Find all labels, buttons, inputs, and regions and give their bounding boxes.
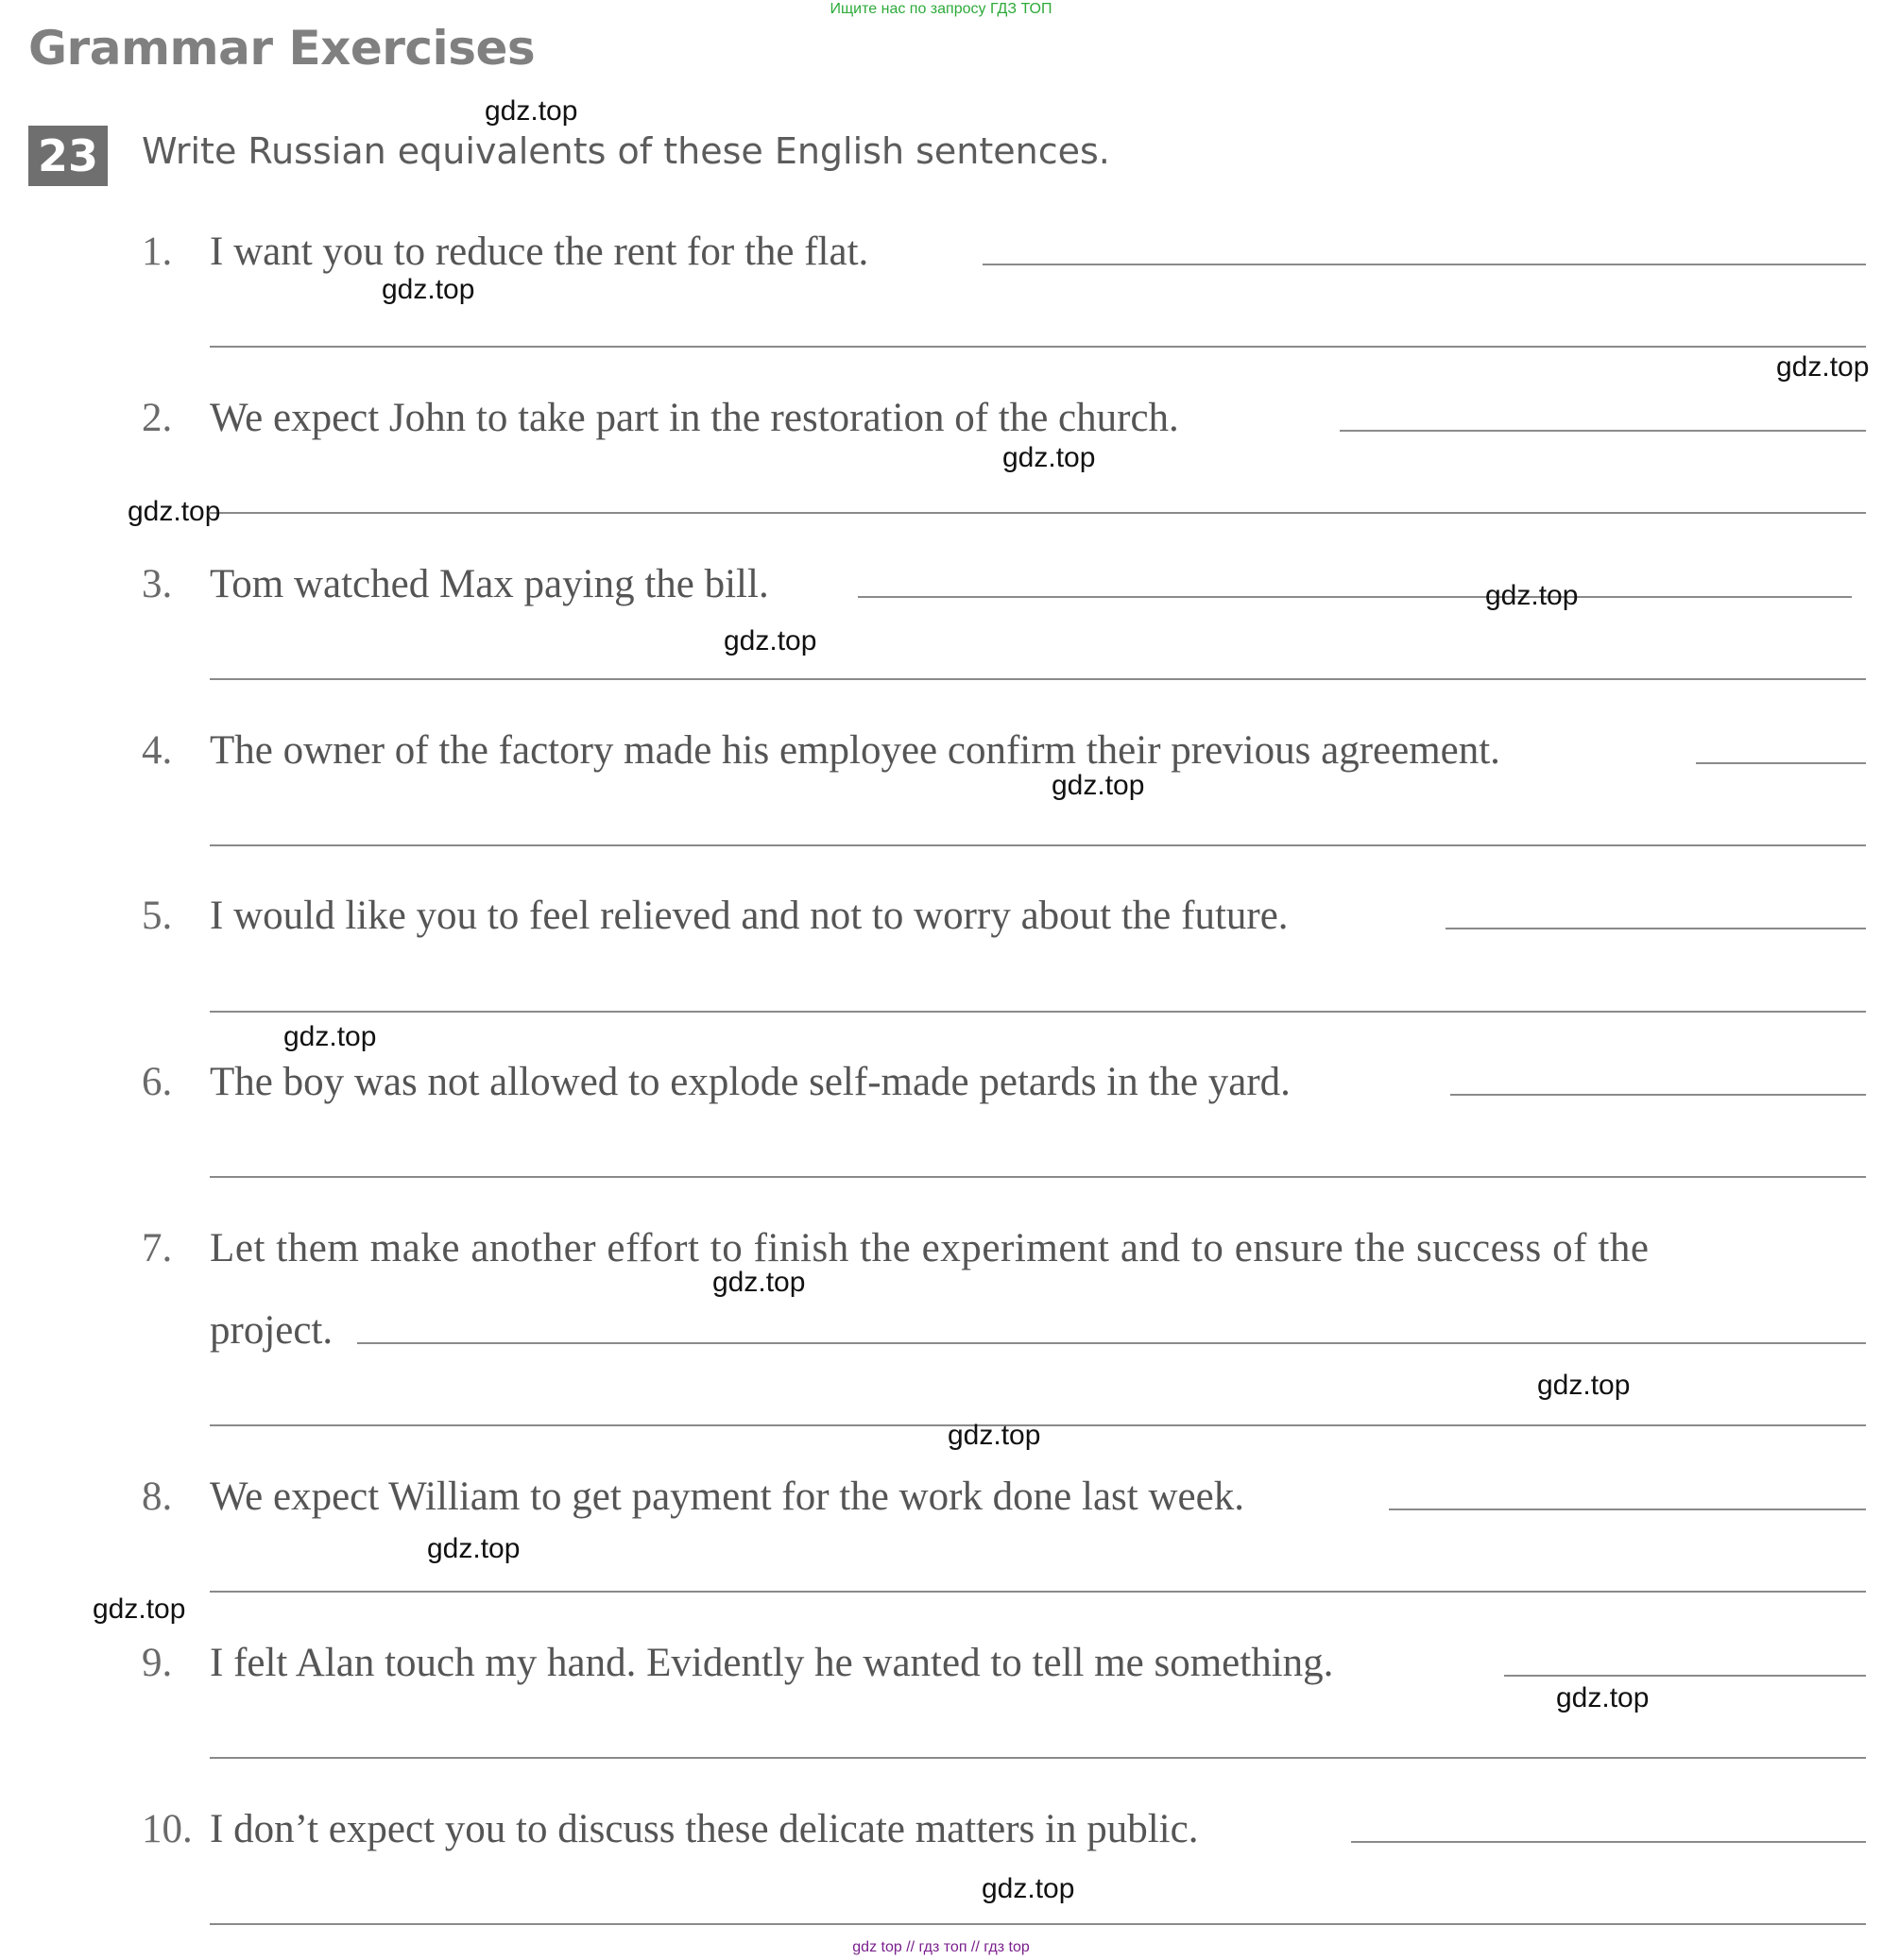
- answer-line[interactable]: [210, 1757, 1866, 1759]
- item-number: 4.: [142, 728, 173, 773]
- watermark: gdz.top: [1002, 442, 1096, 473]
- answer-line[interactable]: [983, 264, 1866, 265]
- answer-line[interactable]: [210, 1591, 1866, 1593]
- answer-line[interactable]: [1504, 1675, 1866, 1677]
- watermark: gdz.top: [982, 1873, 1075, 1904]
- item-number: 5.: [142, 894, 173, 938]
- item-number: 6.: [142, 1060, 173, 1104]
- item-number: 1.: [142, 230, 173, 274]
- answer-line[interactable]: [1446, 928, 1866, 929]
- watermark: gdz.top: [283, 1021, 377, 1052]
- watermark: gdz.top: [1556, 1682, 1650, 1713]
- watermark: gdz.top: [724, 625, 817, 656]
- answer-line[interactable]: [210, 678, 1866, 680]
- watermark: gdz.top: [1485, 580, 1579, 611]
- watermark: gdz.top: [382, 274, 475, 305]
- watermark: gdz.top: [1537, 1370, 1631, 1401]
- item-number: 3.: [142, 562, 173, 606]
- watermark: gdz.top: [427, 1533, 521, 1564]
- item-sentence: I would like you to feel relieved and not to worry about the future.: [210, 894, 1289, 938]
- answer-line[interactable]: [858, 596, 1852, 598]
- item-sentence-continued: project.: [210, 1308, 334, 1353]
- answer-line[interactable]: [1696, 762, 1866, 764]
- watermark: gdz.top: [485, 95, 578, 127]
- item-sentence: I don’t expect you to discuss these delicate matters in public.: [210, 1807, 1199, 1851]
- exercise-instruction: Write Russian equivalents of these English sentences.: [142, 130, 1110, 172]
- watermark: gdz.top: [712, 1267, 806, 1298]
- item-sentence: Tom watched Max paying the bill.: [210, 562, 769, 606]
- answer-line[interactable]: [1450, 1094, 1866, 1096]
- answer-line[interactable]: [210, 512, 1866, 514]
- watermark: gdz.top: [1052, 770, 1145, 801]
- item-sentence: The boy was not allowed to explode self-made petards in the yard.: [210, 1060, 1291, 1104]
- item-sentence: I felt Alan touch my hand. Evidently he wanted to tell me something.: [210, 1641, 1334, 1685]
- answer-line[interactable]: [210, 1923, 1866, 1925]
- answer-line[interactable]: [1351, 1841, 1866, 1843]
- answer-line[interactable]: [357, 1342, 1866, 1344]
- item-sentence: The owner of the factory made his employee confirm their previous agreement.: [210, 728, 1500, 773]
- item-number: 2.: [142, 396, 173, 440]
- item-number: 10.: [142, 1807, 193, 1851]
- section-title: Grammar Exercises: [28, 21, 536, 76]
- answer-line[interactable]: [210, 1011, 1866, 1013]
- answer-line[interactable]: [210, 346, 1866, 348]
- watermark: gdz.top: [93, 1594, 186, 1625]
- top-banner: Ищите нас по запросу ГДЗ ТОП: [830, 1, 1052, 17]
- watermark: gdz.top: [128, 496, 221, 527]
- bottom-banner: gdz top // гдз топ // гдз top: [852, 1939, 1030, 1955]
- answer-line[interactable]: [1389, 1508, 1866, 1510]
- item-sentence: We expect John to take part in the restoration of the church.: [210, 396, 1179, 440]
- answer-line[interactable]: [1340, 430, 1866, 432]
- item-sentence: Let them make another effort to finish the experiment and to ensure the success of the: [210, 1226, 1650, 1270]
- watermark: gdz.top: [1776, 351, 1870, 383]
- watermark: gdz.top: [948, 1420, 1041, 1451]
- item-number: 9.: [142, 1641, 173, 1685]
- item-number: 8.: [142, 1474, 173, 1519]
- exercise-number-badge: 23: [28, 126, 108, 186]
- answer-line[interactable]: [210, 1176, 1866, 1178]
- item-sentence: I want you to reduce the rent for the flat.: [210, 230, 869, 274]
- item-number: 7.: [142, 1226, 173, 1270]
- answer-line[interactable]: [210, 844, 1866, 846]
- item-sentence: We expect William to get payment for the work done last week.: [210, 1474, 1244, 1519]
